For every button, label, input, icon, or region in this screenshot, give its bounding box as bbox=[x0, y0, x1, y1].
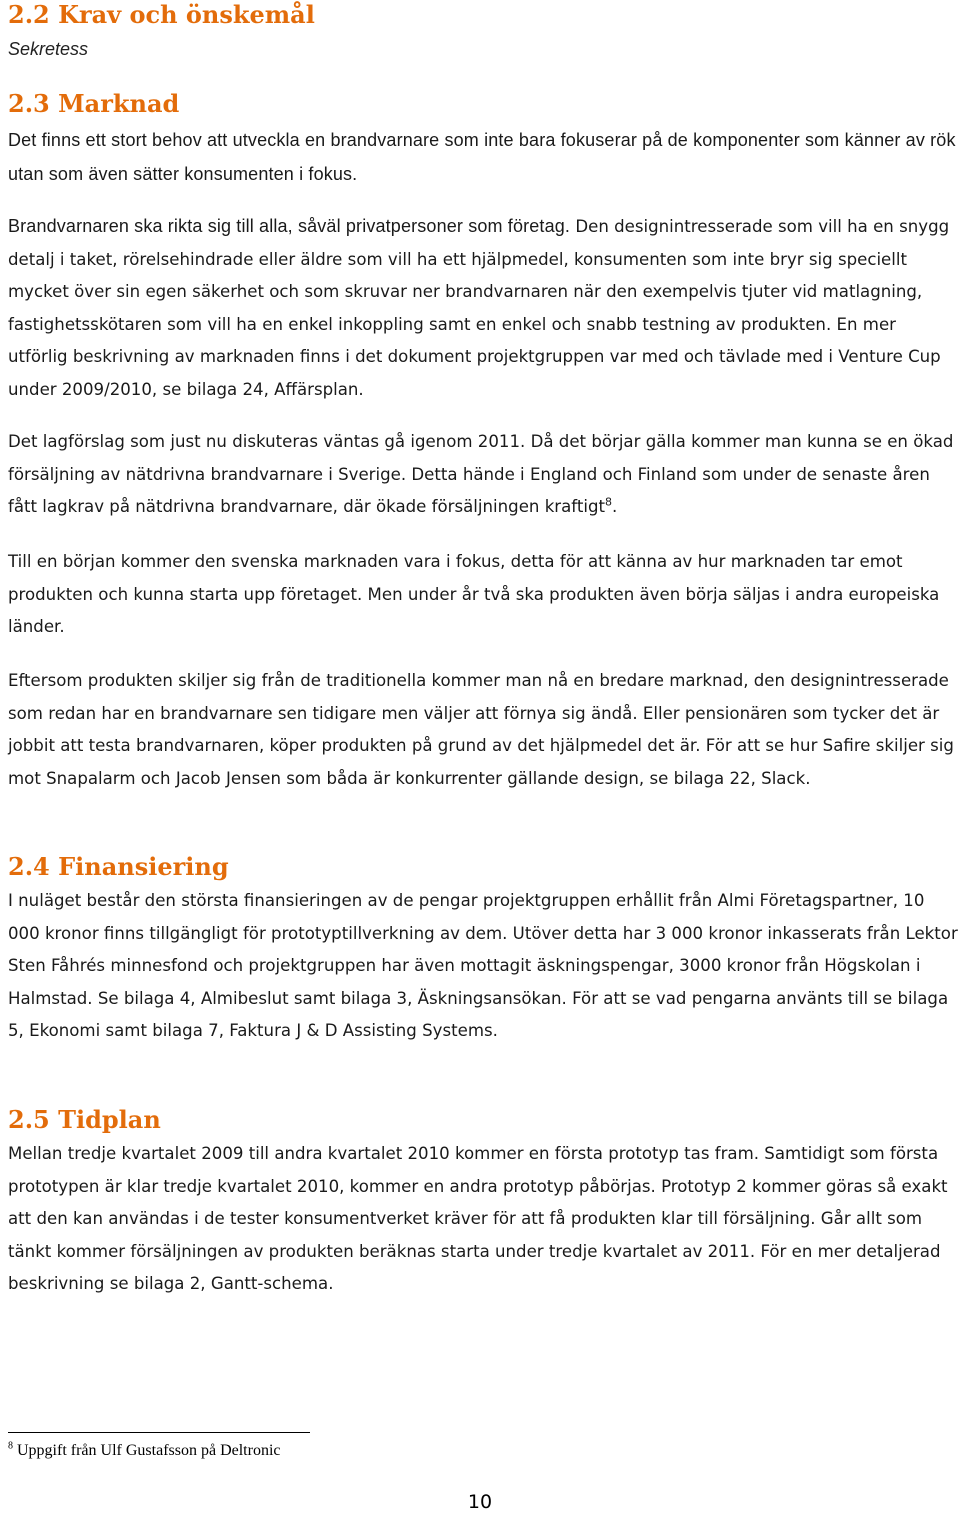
paragraph-marknad-2-body: Den designintresserade som vill ha en snygg detalj i taket, rörelsehindrade eller äldre som vill ha ett hjälpmedel, konsumenten som inte bryr sig speciellt mycket över sin egen säkerhet och som skruvar ner brandvarnaren när den exempelvis tjuter vid matlagning, fastighetsskötaren som vill ha en enkel inkoppling samt en enkel och snabb testning av produkten. En mer utförlig beskrivning av marknaden finns i det dokument projektgruppen var med och tävlade med i Venture Cup under 2009/2010, se bilaga 24, Affärsplan. bbox=[8, 217, 950, 399]
paragraph-marknad-1 bbox=[8, 124, 958, 191]
paragraph-marknad-3 bbox=[8, 426, 958, 524]
footnote-number: 8 bbox=[8, 1440, 13, 1452]
footnote-reference: 8 bbox=[605, 495, 613, 509]
subheading-sekretess: Sekretess bbox=[8, 39, 89, 59]
paragraph-marknad-1-text: Det finns ett stort behov att utveckla en brandvarnare som inte bara fokuserar på de komponenter som känner av rök utan som även sätter konsumenten i fokus. bbox=[8, 130, 956, 184]
footnote-separator bbox=[8, 1432, 310, 1433]
footnote bbox=[8, 1440, 281, 1462]
paragraph-finansiering bbox=[8, 885, 958, 1048]
section-heading-tidplan: 2.5 Tidplan bbox=[8, 1105, 161, 1134]
paragraph-marknad-5 bbox=[8, 665, 958, 795]
paragraph-tidplan bbox=[8, 1138, 958, 1301]
paragraph-marknad-3-text: Det lagförslag som just nu diskuteras väntas gå igenom 2011. Då det börjar gälla kommer man kunna se en ökad försäljning av nätdrivna brandvarnare i Sverige. Detta hände i England och Finland som under de senaste åren fått lagkrav på nätdrivna brandvarnare, där ökade försäljningen kraftigt bbox=[8, 432, 954, 516]
page-number: 10 bbox=[467, 1491, 493, 1513]
paragraph-marknad-4-text: Till en början kommer den svenska marknaden vara i fokus, detta för att känna av hur marknaden tar emot produkten och kunna starta upp företaget. Men under år två ska produkten även börja säljas i andra europeiska länder. bbox=[8, 552, 940, 636]
paragraph-finansiering-text: I nuläget består den största finansieringen av de pengar projektgruppen erhållit från Almi Företagspartner, 10 000 kronor finns tillgängligt för prototyptillverkning av dem. Utöver detta har 3 000 kronor inkasserats från Lektor Sten Fåhrés minnesfond och projektgruppen har även mottagit äskningspengar, 3000 kronor från Högskolan i Halmstad. Se bilaga 4, Almibeslut samt bilaga 3, Äskningsansökan. För att se vad pengarna använts till se bilaga 5, Ekonomi samt bilaga 7, Faktura J & D Assisting Systems. bbox=[8, 891, 958, 1040]
section-heading-marknad: 2.3 Marknad bbox=[8, 89, 180, 118]
footnote-text: Uppgift från Ulf Gustafsson på Deltronic bbox=[13, 1442, 281, 1459]
paragraph-marknad-3-end: . bbox=[612, 497, 618, 516]
paragraph-marknad-4 bbox=[8, 546, 958, 644]
paragraph-marknad-2 bbox=[8, 210, 958, 406]
paragraph-marknad-2-lead: Brandvarnaren ska rikta sig till alla, såväl privatpersoner som företag. bbox=[8, 216, 571, 236]
paragraph-tidplan-text: Mellan tredje kvartalet 2009 till andra kvartalet 2010 kommer en första prototyp tas fram. Samtidigt som första prototypen är klar tredje kvartalet 2010, kommer en andra prototyp påbörjas. Prototyp 2 kommer göras så exakt att den kan användas i de tester konsumentverket kräver för att få produkten klar till försäljning. Går allt som tänkt kommer försäljningen av produkten beräknas starta under tredje kvartalet av 2011. För en mer detaljerad beskrivning se bilaga 2, Gantt-schema. bbox=[8, 1144, 948, 1293]
paragraph-marknad-5-text: Eftersom produkten skiljer sig från de traditionella kommer man nå en bredare marknad, den designintresserade som redan har en brandvarnare sen tidigare men väljer att förnya sig ändå. Eller pensionären som tycker det är jobbit att testa brandvarnaren, köper produkten på grund av det hjälpmedel det är. För att se hur Safire skiljer sig mot Snapalarm och Jacob Jensen som båda är konkurrenter gällande design, se bilaga 22, Slack. bbox=[8, 671, 954, 788]
section-heading-krav: 2.2 Krav och önskemål bbox=[8, 0, 315, 29]
section-heading-finansiering: 2.4 Finansiering bbox=[8, 852, 229, 881]
